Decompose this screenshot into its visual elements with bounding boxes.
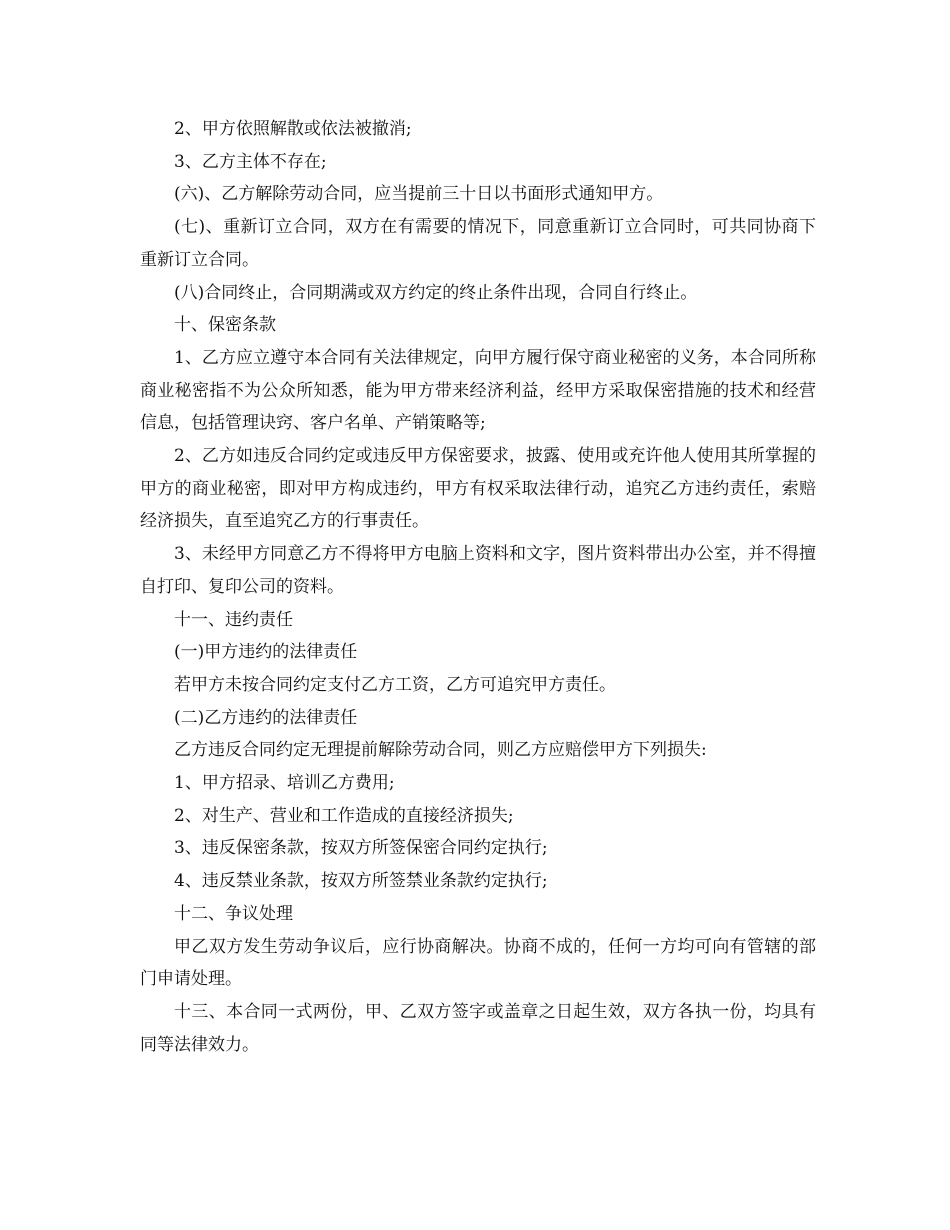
paragraph-termination-item-3: 3、乙方主体不存在; bbox=[174, 151, 327, 172]
paragraph-clause-7: (七)、重新订立合同，双方在有需要的情况下，同意重新订立合同时，可共同协商下重新订立合同。 bbox=[140, 217, 816, 270]
paragraph-confidentiality-1: 1、乙方应立遵守本合同有关法律规定，向甲方履行保守商业秘密的义务，本合同所称商业秘密指不为公众所知悉，能为甲方带来经济利益，经甲方采取保密措施的技术和经营信息，包括管理诀窍、客户名单、产销策略等; bbox=[140, 347, 816, 434]
subheading-party-a-liability: (一)甲方违约的法律责任 bbox=[174, 642, 358, 663]
section-heading-dispute: 十二、争议处理 bbox=[174, 903, 293, 924]
paragraph-loss-item-1: 1、甲方招录、培训乙方费用; bbox=[174, 773, 395, 794]
document-body bbox=[140, 113, 816, 1061]
section-heading-liability: 十一、违约责任 bbox=[174, 609, 293, 630]
paragraph-party-b-liability: 乙方违反合同约定无理提前解除劳动合同，则乙方应赔偿甲方下列损失: bbox=[174, 740, 707, 761]
paragraph-clause-6: (六)、乙方解除劳动合同，应当提前三十日以书面形式通知甲方。 bbox=[174, 184, 664, 205]
paragraph-termination-item-2: 2、甲方依照解散或依法被撤消; bbox=[174, 119, 412, 139]
paragraph-dispute: 甲乙双方发生劳动争议后，应行协商解决。协商不成的，任何一方均可向有管辖的部门申请处理。 bbox=[140, 936, 816, 990]
paragraph-loss-item-2: 2、对生产、营业和工作造成的直接经济损失; bbox=[174, 805, 514, 826]
paragraph-party-a-liability: 若甲方未按合同约定支付乙方工资，乙方可追究甲方责任。 bbox=[174, 674, 616, 695]
section-heading-confidentiality: 十、保密条款 bbox=[174, 315, 276, 336]
paragraph-effectiveness: 十三、本合同一式两份，甲、乙双方签字或盖章之日起生效，双方各执一份，均具有同等法律效力。 bbox=[140, 1001, 816, 1055]
paragraph-loss-item-4: 4、违反禁业条款，按双方所签禁业条款约定执行; bbox=[174, 871, 548, 892]
paragraph-loss-item-3: 3、违反保密条款，按双方所签保密合同约定执行; bbox=[174, 838, 548, 859]
paragraph-confidentiality-3: 3、未经甲方同意乙方不得将甲方电脑上资料和文字，图片资料带出办公室，并不得擅自打印、复印公司的资料。 bbox=[140, 544, 816, 597]
paragraph-confidentiality-2: 2、乙方如违反合同约定或违反甲方保密要求，披露、使用或充许他人使用其所掌握的甲方的商业秘密，即对甲方构成违约，甲方有权采取法律行动，追究乙方违约责任，索赔经济损失，直至追究乙方的行事责任。 bbox=[140, 446, 816, 532]
paragraph-clause-8: (八)合同终止，合同期满或双方约定的终止条件出现，合同自行终止。 bbox=[174, 282, 698, 303]
subheading-party-b-liability: (二)乙方违约的法律责任 bbox=[174, 707, 358, 728]
